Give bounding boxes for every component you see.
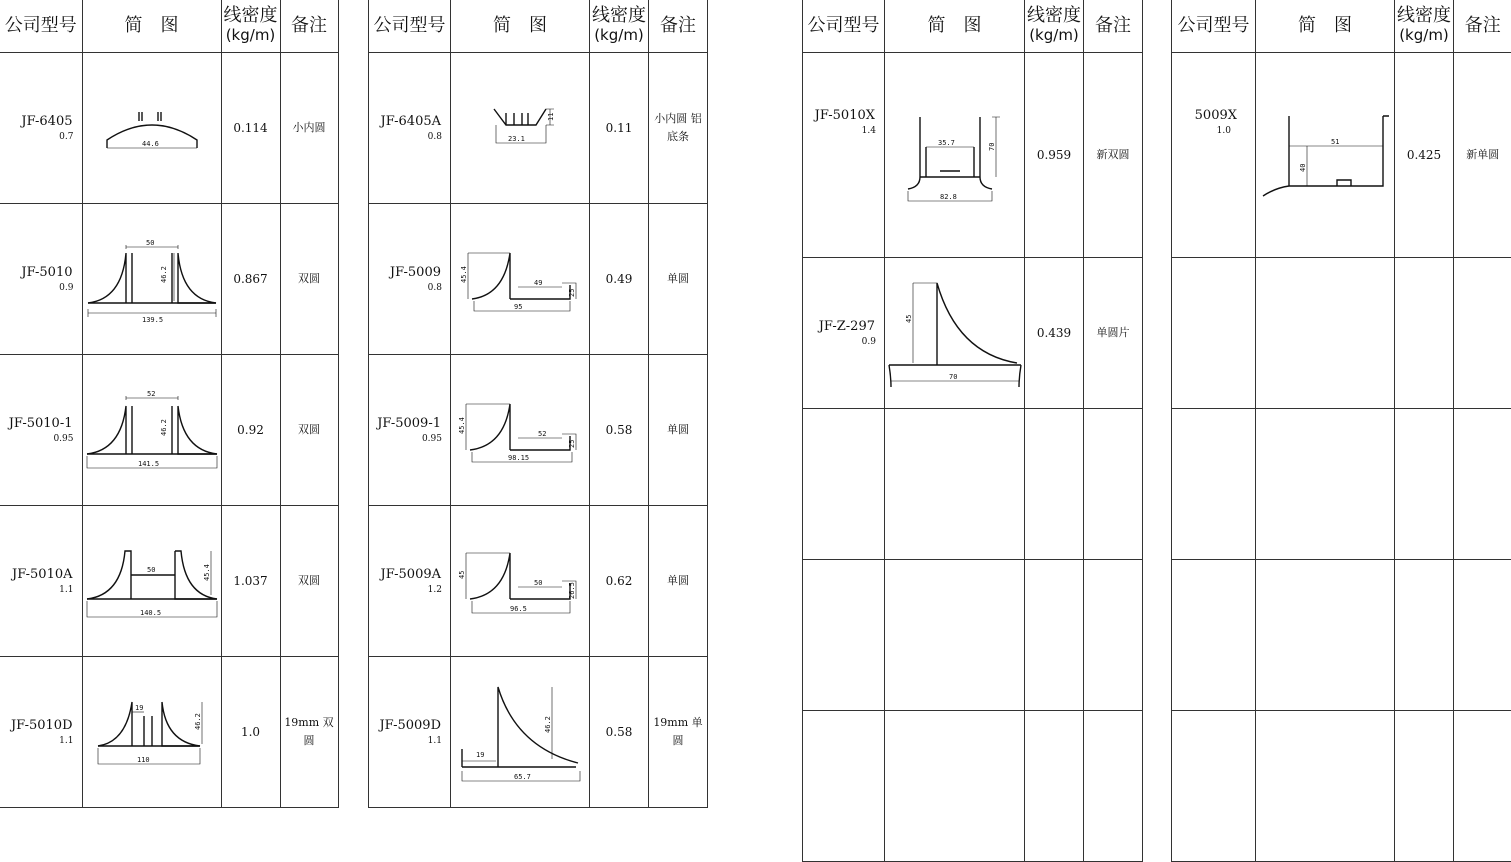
diagram-cell bbox=[451, 355, 590, 506]
model-code: JF-6405A bbox=[369, 113, 450, 131]
note: 双圆 bbox=[280, 355, 338, 506]
diagram-cell bbox=[451, 506, 590, 657]
dimension-label: 19 bbox=[135, 704, 143, 712]
dimension-label: 45.4 bbox=[458, 417, 466, 434]
dimension-label: 95 bbox=[514, 303, 522, 311]
header-row bbox=[803, 0, 1143, 53]
dimension-label: 19 bbox=[476, 751, 484, 759]
density-value: 0.58 bbox=[590, 355, 649, 506]
dimension-label: 52 bbox=[147, 390, 155, 398]
header-model: 公司型号 bbox=[803, 0, 885, 53]
model-cell bbox=[369, 355, 451, 506]
diagram-cell bbox=[1256, 53, 1395, 258]
density-label: 线密度 bbox=[1027, 5, 1081, 26]
dimension-label: 40 bbox=[1299, 164, 1307, 172]
model-cell bbox=[369, 204, 451, 355]
header-density bbox=[1395, 0, 1454, 53]
density-value: 0.959 bbox=[1025, 53, 1084, 258]
dimension-label: 46.2 bbox=[160, 266, 168, 283]
header-model: 公司型号 bbox=[369, 0, 451, 53]
thickness: 1.1 bbox=[0, 584, 82, 597]
table-row bbox=[0, 53, 338, 204]
table-row bbox=[803, 560, 1143, 711]
model-code: JF-5010-1 bbox=[0, 415, 82, 433]
table-row bbox=[803, 258, 1143, 409]
note: 新双圆 bbox=[1084, 53, 1143, 258]
dimension-label: 50 bbox=[534, 579, 542, 587]
table-row bbox=[0, 506, 338, 657]
model-cell bbox=[0, 657, 82, 808]
model-cell bbox=[369, 506, 451, 657]
density-unit: (kg/m) bbox=[1399, 26, 1449, 44]
dimension-label: 35.7 bbox=[938, 139, 955, 147]
header-diagram: 简 图 bbox=[451, 0, 590, 53]
model-code: JF-5009D bbox=[369, 717, 450, 735]
table-row bbox=[369, 204, 708, 355]
dimension-label: 110 bbox=[137, 756, 150, 764]
dimension-label: 46.2 bbox=[544, 716, 552, 733]
thickness: 0.8 bbox=[369, 282, 450, 295]
model-cell bbox=[1172, 53, 1256, 258]
dimension-label: 49 bbox=[534, 279, 542, 287]
diagram-cell bbox=[885, 258, 1025, 409]
thickness: 1.0 bbox=[1172, 125, 1255, 138]
density-value: 1.037 bbox=[221, 506, 280, 657]
header-density bbox=[1025, 0, 1084, 53]
header-density bbox=[590, 0, 649, 53]
note: 双圆 bbox=[280, 204, 338, 355]
catalog-panel-2 bbox=[368, 0, 708, 808]
dimension-label: 25 bbox=[568, 440, 576, 448]
note: 新单圆 bbox=[1454, 53, 1511, 258]
model-code: JF-6405 bbox=[0, 113, 82, 131]
dimension-label: 140.5 bbox=[140, 609, 161, 617]
thickness: 1.2 bbox=[369, 584, 450, 597]
density-value: 0.62 bbox=[590, 506, 649, 657]
table-row bbox=[803, 409, 1143, 560]
dimension-label: 98.15 bbox=[508, 454, 529, 462]
catalog-panel-3 bbox=[802, 0, 1143, 862]
density-label: 线密度 bbox=[1397, 5, 1451, 26]
table-row bbox=[0, 204, 338, 355]
table-row bbox=[1172, 53, 1511, 258]
profile-diagram bbox=[85, 384, 219, 476]
note: 小内圆 铝底条 bbox=[649, 53, 708, 204]
header-density bbox=[221, 0, 280, 53]
profile-diagram bbox=[85, 535, 219, 627]
thickness: 0.95 bbox=[369, 433, 450, 446]
density-value: 0.92 bbox=[221, 355, 280, 506]
profile-diagram bbox=[92, 686, 212, 778]
model-code: JF-Z-297 bbox=[803, 318, 884, 336]
model-cell bbox=[803, 53, 885, 258]
diagram-cell bbox=[885, 53, 1025, 258]
catalog-panel-1 bbox=[0, 0, 339, 808]
thickness: 1.4 bbox=[803, 125, 884, 138]
model-cell bbox=[0, 355, 82, 506]
diagram-cell bbox=[451, 657, 590, 808]
density-value: 0.425 bbox=[1395, 53, 1454, 258]
dimension-label: 11 bbox=[547, 113, 555, 121]
profile-diagram bbox=[470, 93, 570, 163]
note: 双圆 bbox=[280, 506, 338, 657]
table-row bbox=[369, 355, 708, 506]
header-model: 公司型号 bbox=[1172, 0, 1256, 53]
header-note: 备注 bbox=[280, 0, 338, 53]
model-code: JF-5009-1 bbox=[369, 415, 450, 433]
note: 单圆 bbox=[649, 204, 708, 355]
density-value: 0.867 bbox=[221, 204, 280, 355]
dimension-label: 23.1 bbox=[508, 135, 525, 143]
table-row bbox=[1172, 711, 1511, 862]
header-diagram: 简 图 bbox=[1256, 0, 1395, 53]
dimension-label: 70 bbox=[949, 373, 957, 381]
model-cell bbox=[0, 53, 82, 204]
note: 单圆片 bbox=[1084, 258, 1143, 409]
profile-diagram bbox=[458, 239, 582, 319]
profile-diagram bbox=[92, 88, 212, 168]
catalog-panel-4 bbox=[1171, 0, 1511, 862]
profile-diagram bbox=[1261, 110, 1389, 200]
dimension-label: 70 bbox=[988, 143, 996, 151]
dimension-label: 52 bbox=[538, 430, 546, 438]
table-row bbox=[1172, 409, 1511, 560]
thickness: 0.9 bbox=[803, 336, 884, 349]
note: 19mm 单圆 bbox=[649, 657, 708, 808]
diagram-cell bbox=[82, 506, 221, 657]
header-note: 备注 bbox=[649, 0, 708, 53]
dimension-label: 139.5 bbox=[142, 316, 163, 324]
model-cell bbox=[803, 258, 885, 409]
model-code: JF-5009A bbox=[369, 566, 450, 584]
dimension-label: 50 bbox=[146, 239, 154, 247]
table-row bbox=[0, 657, 338, 808]
profile-diagram bbox=[458, 390, 582, 470]
model-cell bbox=[0, 204, 82, 355]
model-cell bbox=[369, 657, 451, 808]
density-unit: (kg/m) bbox=[226, 26, 276, 44]
table-row bbox=[1172, 258, 1511, 409]
diagram-cell bbox=[82, 204, 221, 355]
dimension-label: 45.4 bbox=[203, 564, 211, 581]
diagram-cell bbox=[82, 355, 221, 506]
table-row bbox=[1172, 560, 1511, 711]
thickness: 0.7 bbox=[0, 131, 82, 144]
diagram-cell bbox=[82, 53, 221, 204]
header-row bbox=[369, 0, 708, 53]
dimension-label: 26.5 bbox=[568, 582, 576, 599]
dimension-label: 51 bbox=[1331, 138, 1339, 146]
table-row bbox=[803, 711, 1143, 862]
header-row bbox=[1172, 0, 1511, 53]
diagram-cell bbox=[82, 657, 221, 808]
note: 单圆 bbox=[649, 506, 708, 657]
note: 19mm 双圆 bbox=[280, 657, 338, 808]
diagram-cell bbox=[451, 204, 590, 355]
table-row bbox=[369, 506, 708, 657]
header-diagram: 简 图 bbox=[82, 0, 221, 53]
dimension-label: 141.5 bbox=[138, 460, 159, 468]
density-value: 0.114 bbox=[221, 53, 280, 204]
model-code: JF-5010X bbox=[803, 107, 884, 125]
density-value: 1.0 bbox=[221, 657, 280, 808]
model-code: JF-5010A bbox=[0, 566, 82, 584]
model-code: JF-5010 bbox=[0, 264, 82, 282]
dimension-label: 45 bbox=[905, 315, 913, 323]
density-value: 0.439 bbox=[1025, 258, 1084, 409]
dimension-label: 44.6 bbox=[142, 140, 159, 148]
profile-diagram bbox=[900, 107, 1010, 203]
dimension-label: 45 bbox=[458, 571, 466, 579]
header-row bbox=[0, 0, 338, 53]
profile-diagram bbox=[887, 273, 1023, 393]
density-unit: (kg/m) bbox=[1029, 26, 1079, 44]
header-model: 公司型号 bbox=[0, 0, 82, 53]
table-row bbox=[369, 657, 708, 808]
dimension-label: 50 bbox=[147, 566, 155, 574]
density-value: 0.11 bbox=[590, 53, 649, 204]
dimension-label: 45.4 bbox=[460, 266, 468, 283]
dimension-label: 82.8 bbox=[940, 193, 957, 201]
density-value: 0.58 bbox=[590, 657, 649, 808]
dimension-label: 96.5 bbox=[510, 605, 527, 613]
density-value: 0.49 bbox=[590, 204, 649, 355]
table-row bbox=[803, 53, 1143, 258]
model-cell bbox=[0, 506, 82, 657]
model-code: JF-5009 bbox=[369, 264, 450, 282]
profile-diagram bbox=[456, 677, 584, 787]
note: 单圆 bbox=[649, 355, 708, 506]
dimension-label: 25 bbox=[568, 289, 576, 297]
thickness: 0.9 bbox=[0, 282, 82, 295]
profile-diagram bbox=[86, 233, 218, 325]
thickness: 0.95 bbox=[0, 433, 82, 446]
model-code: JF-5010D bbox=[0, 717, 82, 735]
dimension-label: 65.7 bbox=[514, 773, 531, 781]
thickness: 0.8 bbox=[369, 131, 450, 144]
header-note: 备注 bbox=[1084, 0, 1143, 53]
table-row bbox=[0, 355, 338, 506]
density-unit: (kg/m) bbox=[594, 26, 644, 44]
diagram-cell bbox=[451, 53, 590, 204]
note: 小内圆 bbox=[280, 53, 338, 204]
thickness: 1.1 bbox=[369, 735, 450, 748]
model-code: 5009X bbox=[1172, 107, 1255, 125]
density-label: 线密度 bbox=[592, 5, 646, 26]
density-label: 线密度 bbox=[224, 5, 278, 26]
model-cell bbox=[369, 53, 451, 204]
table-row bbox=[369, 53, 708, 204]
thickness: 1.1 bbox=[0, 735, 82, 748]
header-diagram: 简 图 bbox=[885, 0, 1025, 53]
dimension-label: 46.2 bbox=[194, 713, 202, 730]
profile-diagram bbox=[458, 541, 582, 621]
dimension-label: 46.2 bbox=[160, 419, 168, 436]
header-note: 备注 bbox=[1454, 0, 1511, 53]
